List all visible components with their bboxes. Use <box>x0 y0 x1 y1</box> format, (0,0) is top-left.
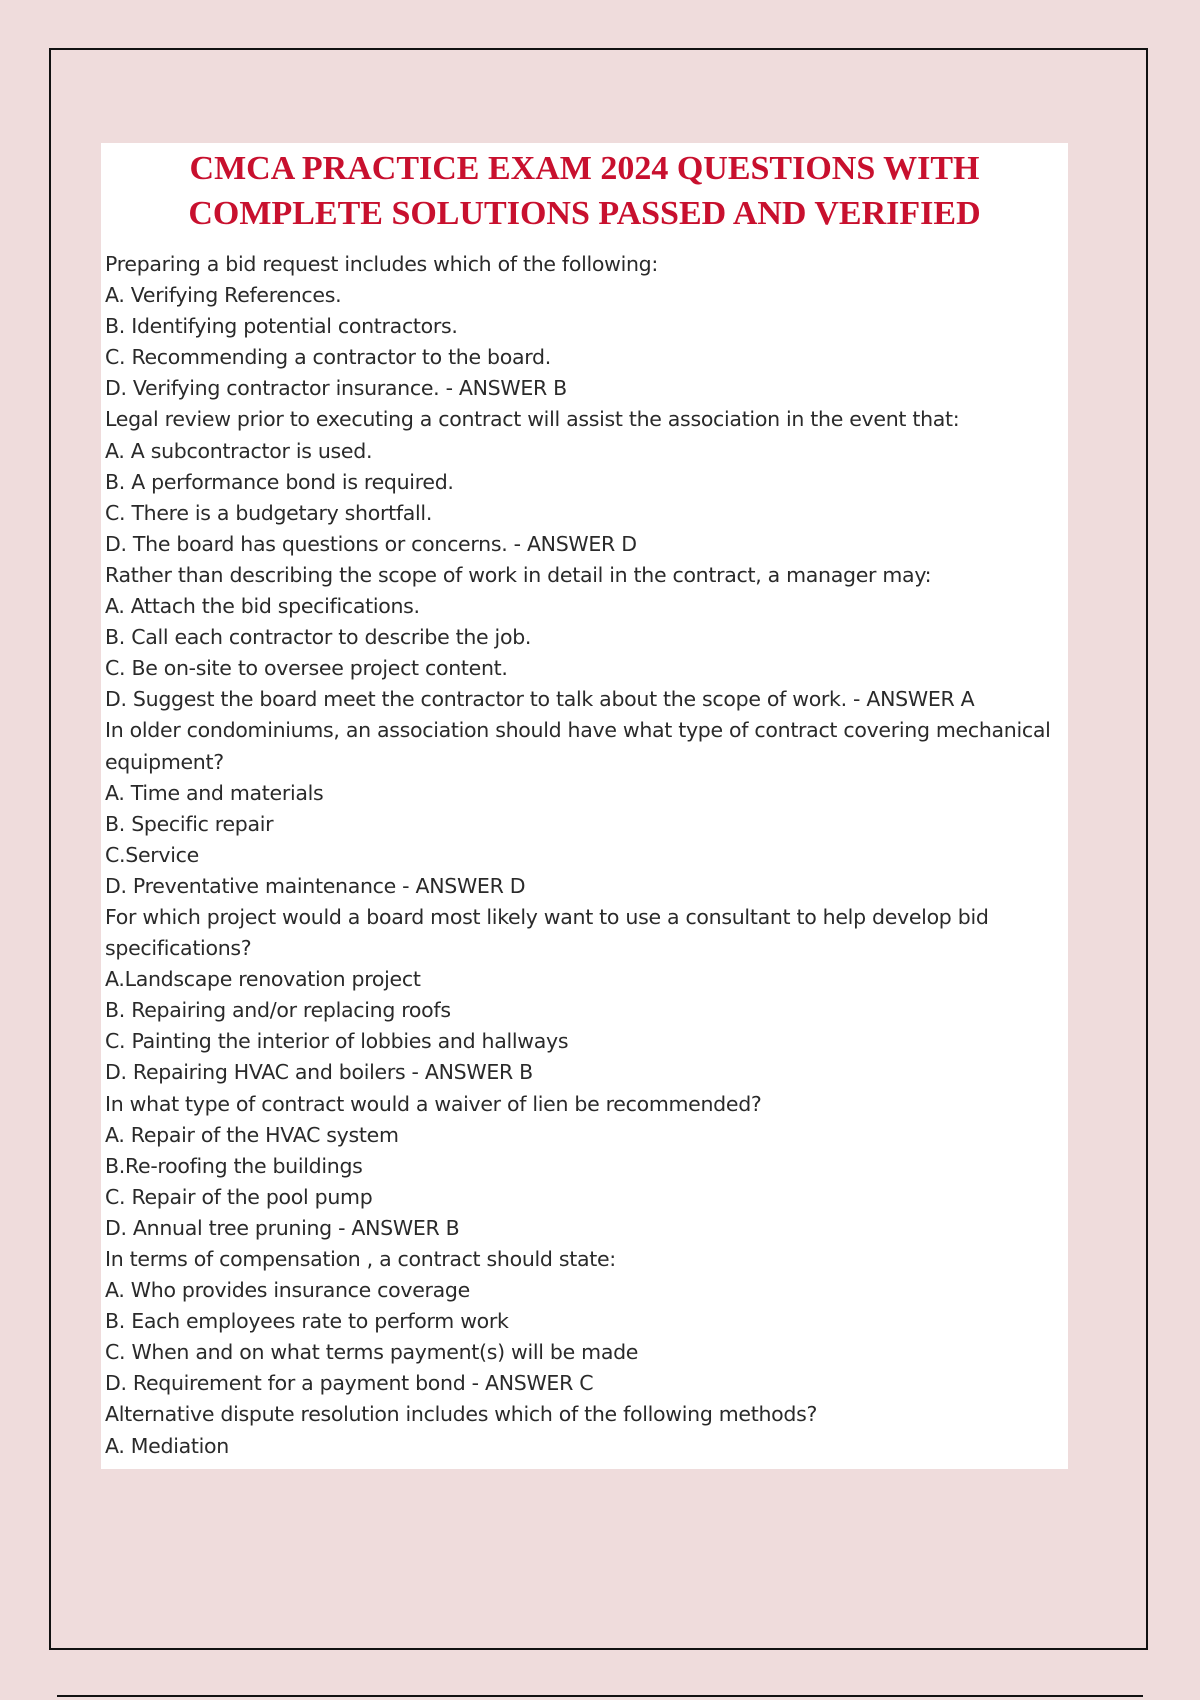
text-line: Rather than describing the scope of work in detail in the contract, a manager may: <box>105 562 932 587</box>
text-line: D. Suggest the board meet the contractor to talk about the scope of work. - ANSWER A <box>105 687 975 712</box>
text-line: C. Repair of the pool pump <box>105 1184 373 1209</box>
text-line: For which project would a board most likely want to use a consultant to help develop bid <box>105 904 989 929</box>
text-line: A. Repair of the HVAC system <box>105 1122 399 1147</box>
text-line: A. A subcontractor is used. <box>105 438 373 463</box>
text-line: D. Preventative maintenance - ANSWER D <box>105 873 526 898</box>
text-line: B. Call each contractor to describe the job. <box>105 625 532 650</box>
text-line: C. Be on-site to oversee project content. <box>105 656 508 681</box>
text-line: D. Repairing HVAC and boilers - ANSWER B <box>105 1060 533 1085</box>
bottom-divider <box>57 1695 1143 1697</box>
text-line: A. Time and materials <box>105 780 324 805</box>
text-line: A. Mediation <box>105 1433 229 1458</box>
text-line: Alternative dispute resolution includes which of the following methods? <box>105 1402 818 1427</box>
text-line: D. Verifying contractor insurance. - ANSWER B <box>105 376 567 401</box>
text-line: C. Painting the interior of lobbies and hallways <box>105 1029 569 1054</box>
text-line: B. Specific repair <box>105 811 274 836</box>
text-line: D. The board has questions or concerns. - ANSWER D <box>105 531 637 556</box>
text-line: D. Annual tree pruning - ANSWER B <box>105 1215 460 1240</box>
title-line-2: COMPLETE SOLUTIONS PASSED AND VERIFIED <box>188 195 981 232</box>
text-line: C. When and on what terms payment(s) will be made <box>105 1340 639 1365</box>
text-line: In what type of contract would a waiver of lien be recommended? <box>105 1091 762 1116</box>
text-line: A. Who provides insurance coverage <box>105 1278 470 1303</box>
text-line: C. Recommending a contractor to the board. <box>105 345 551 370</box>
text-line: C. There is a budgetary shortfall. <box>105 500 433 525</box>
text-line: B. Identifying potential contractors. <box>105 314 458 339</box>
question-list <box>105 249 1065 1462</box>
text-line: A.Landscape renovation project <box>105 967 421 992</box>
text-line: specifications? <box>105 936 252 961</box>
text-line: In older condominiums, an association should have what type of contract covering mechanical <box>105 718 1051 743</box>
title-line-1: CMCA PRACTICE EXAM 2024 QUESTIONS WITH <box>189 150 980 187</box>
text-line: D. Requirement for a payment bond - ANSWER C <box>105 1371 594 1396</box>
text-line: Legal review prior to executing a contract will assist the association in the event that: <box>105 407 960 432</box>
document-title <box>101 146 1068 236</box>
text-line: C.Service <box>105 842 199 867</box>
text-line: equipment? <box>105 749 224 774</box>
text-line: In terms of compensation , a contract should state: <box>105 1247 616 1271</box>
text-line: A. Attach the bid specifications. <box>105 594 420 619</box>
text-line: B. Repairing and/or replacing roofs <box>105 998 451 1023</box>
text-line: Preparing a bid request includes which of the following: <box>105 252 658 276</box>
document-sheet <box>101 143 1068 1469</box>
text-line: B.Re-roofing the buildings <box>105 1153 363 1178</box>
text-line: B. A performance bond is required. <box>105 469 454 494</box>
text-line: A. Verifying References. <box>105 283 342 308</box>
text-line: B. Each employees rate to perform work <box>105 1309 509 1334</box>
